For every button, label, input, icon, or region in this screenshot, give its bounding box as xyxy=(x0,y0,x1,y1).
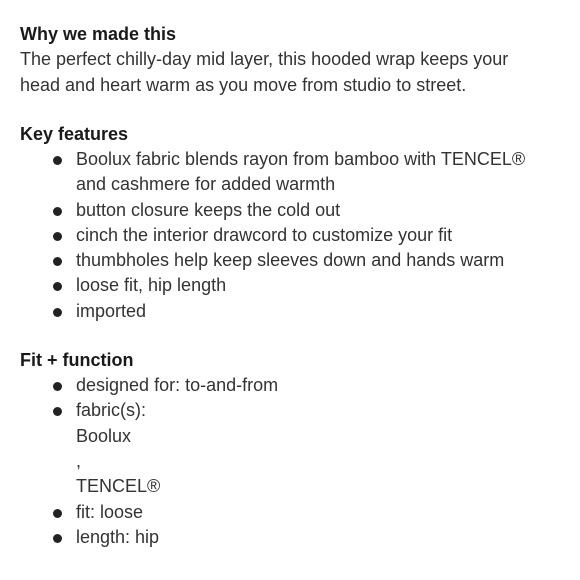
designed-for-text: designed for: to-and-from xyxy=(76,375,279,396)
feature-text: thumbholes help keep sleeves down and hands warm xyxy=(76,250,505,271)
list-item xyxy=(20,500,560,525)
list-item xyxy=(20,525,560,550)
feature-text: button closure keeps the cold out xyxy=(76,199,341,220)
list-item xyxy=(20,248,560,273)
bullet-icon xyxy=(53,282,62,291)
list-item xyxy=(20,273,560,298)
list-item xyxy=(20,223,560,248)
why-we-made-this-description: The perfect chilly-day mid layer, this hooded wrap keeps your head and heart warm as you move from studio to street. xyxy=(20,49,509,95)
list-item xyxy=(20,299,560,324)
list-item xyxy=(20,198,560,223)
fabric-name: TENCEL® xyxy=(76,476,161,497)
bullet-icon xyxy=(53,232,62,241)
bullet-icon xyxy=(53,308,62,317)
bullet-icon xyxy=(53,257,62,266)
list-item xyxy=(20,147,560,198)
fabrics-label: fabric(s): xyxy=(76,400,147,421)
fit-function-list xyxy=(20,373,560,550)
feature-text: loose fit, hip length xyxy=(76,275,227,296)
fabric-separator: , xyxy=(76,450,82,471)
fit-function-heading: Fit + function xyxy=(20,350,134,371)
length-text: length: hip xyxy=(76,526,160,547)
why-we-made-this-heading: Why we made this xyxy=(20,24,177,44)
key-features-heading: Key features xyxy=(20,124,129,144)
feature-text: cinch the interior drawcord to customize your fit xyxy=(76,224,453,245)
spacer xyxy=(20,98,560,122)
key-features-list xyxy=(20,147,560,324)
bullet-icon xyxy=(53,534,62,543)
bullet-icon xyxy=(53,207,62,216)
bullet-icon xyxy=(53,509,62,518)
feature-text: Boolux fabric blends rayon from bamboo with TENCEL® xyxy=(76,149,526,169)
feature-text-continued: and cashmere for added warmth xyxy=(76,174,336,195)
bullet-icon xyxy=(53,156,62,165)
spacer xyxy=(20,324,560,348)
bullet-icon xyxy=(53,382,62,391)
feature-text: imported xyxy=(76,300,147,321)
fabric-name: Boolux xyxy=(76,425,132,446)
list-item xyxy=(20,373,560,398)
list-item xyxy=(20,398,560,499)
bullet-icon xyxy=(53,407,62,416)
fit-text: fit: loose xyxy=(76,501,144,522)
